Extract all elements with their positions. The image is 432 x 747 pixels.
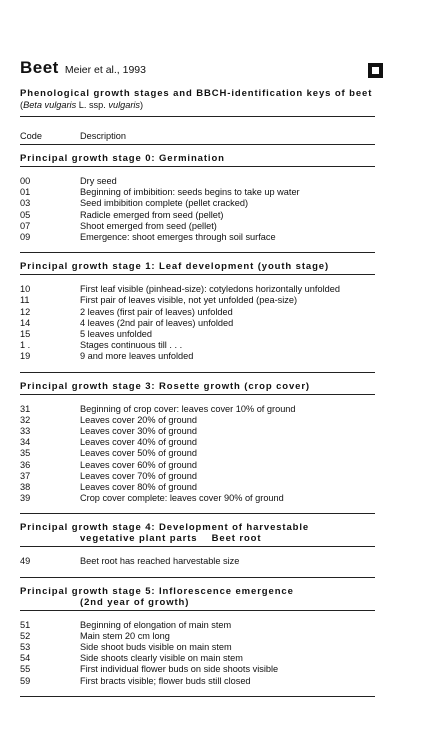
table-row bbox=[20, 437, 375, 448]
table-row bbox=[20, 318, 375, 329]
stage-code: 07 bbox=[20, 220, 31, 231]
section-title-line1: Principal growth stage 1: Leaf development (youth stage) bbox=[20, 261, 330, 273]
table-row bbox=[20, 340, 375, 351]
table-row bbox=[20, 664, 375, 675]
table-row bbox=[20, 493, 375, 504]
stage-code: 14 bbox=[20, 317, 31, 328]
section-title bbox=[20, 153, 375, 167]
latin-ssp: vulgaris bbox=[108, 100, 141, 110]
stage-description: Leaves cover 20% of ground bbox=[80, 414, 197, 425]
stage-code: 36 bbox=[20, 459, 31, 470]
section-title-line2: (2nd year of growth) bbox=[80, 596, 190, 608]
stage-description: Leaves cover 50% of ground bbox=[80, 448, 197, 459]
stage-code: 09 bbox=[20, 232, 31, 243]
stage-code: 38 bbox=[20, 482, 31, 493]
author-citation: Meier et al., 1993 bbox=[64, 64, 146, 76]
stage-section bbox=[20, 261, 375, 372]
stage-description: Crop cover complete: leaves cover 90% of ground bbox=[80, 493, 284, 504]
stage-description: First individual flower buds on side shoots visible bbox=[80, 664, 279, 675]
table-row bbox=[20, 198, 375, 209]
table-row bbox=[20, 426, 375, 437]
section-title-line1: Principal growth stage 4: Development of harvestable bbox=[20, 522, 310, 534]
stage-code: 03 bbox=[20, 198, 31, 209]
stage-code: 52 bbox=[20, 630, 31, 641]
section-divider bbox=[20, 513, 375, 514]
stage-code: 34 bbox=[20, 437, 31, 448]
table-row bbox=[20, 295, 375, 306]
stage-code: 39 bbox=[20, 493, 31, 504]
stage-description: Leaves cover 70% of ground bbox=[80, 470, 197, 481]
table-row bbox=[20, 284, 375, 295]
stage-description: Side shoots clearly visible on main stem bbox=[80, 653, 243, 664]
stage-description: Beginning of crop cover: leaves cover 10% of ground bbox=[80, 403, 296, 414]
stage-code: 31 bbox=[20, 403, 31, 414]
section-divider bbox=[20, 696, 375, 697]
document-subtitle: Phenological growth stages and BBCH-identification keys of beet bbox=[20, 88, 373, 99]
table-row bbox=[20, 482, 375, 493]
stage-code: 51 bbox=[20, 619, 31, 630]
stage-description: Seed imbibition complete (pellet cracked) bbox=[80, 198, 249, 209]
stage-description: 4 leaves (2nd pair of leaves) unfolded bbox=[80, 317, 234, 328]
description-column-header: Description bbox=[80, 131, 126, 141]
stage-code: 49 bbox=[20, 556, 31, 567]
section-title-line2: vegetative plant parts Beet root bbox=[80, 533, 262, 545]
stage-description: 5 leaves unfolded bbox=[80, 329, 153, 340]
table-row bbox=[20, 676, 375, 687]
stage-description: Leaves cover 80% of ground bbox=[80, 482, 197, 493]
stage-description: Leaves cover 30% of ground bbox=[80, 426, 197, 437]
stage-description: First pair of leaves visible, not yet unfolded (pea-size) bbox=[80, 295, 298, 306]
stage-code: 54 bbox=[20, 653, 31, 664]
stage-code: 19 bbox=[20, 351, 31, 362]
stage-section bbox=[20, 381, 375, 515]
stage-code: 05 bbox=[20, 209, 31, 220]
table-row bbox=[20, 210, 375, 221]
stage-description: First leaf visible (pinhead-size): cotyledons horizontally unfolded bbox=[80, 284, 340, 295]
header bbox=[20, 58, 375, 78]
section-title bbox=[20, 261, 375, 275]
section-divider bbox=[20, 577, 375, 578]
table-row bbox=[20, 351, 375, 362]
section-title-line1: Principal growth stage 3: Rosette growth (crop cover) bbox=[20, 380, 310, 392]
stage-description: Stages continuous till . . . bbox=[80, 340, 183, 351]
table-row bbox=[20, 653, 375, 664]
section-divider bbox=[20, 252, 375, 253]
stage-code: 55 bbox=[20, 664, 31, 675]
code-column-header: Code bbox=[20, 131, 42, 141]
stage-code: 35 bbox=[20, 448, 31, 459]
stage-description: Leaves cover 60% of ground bbox=[80, 459, 197, 470]
table-row bbox=[20, 187, 375, 198]
stage-code: 15 bbox=[20, 329, 31, 340]
section-title bbox=[20, 586, 375, 611]
stage-code: 59 bbox=[20, 675, 31, 686]
paren-open: ( bbox=[20, 100, 24, 110]
stage-code: 53 bbox=[20, 642, 31, 653]
stage-code: 37 bbox=[20, 470, 31, 481]
table-row bbox=[20, 307, 375, 318]
section-title bbox=[20, 381, 375, 395]
stage-description: Beet root has reached harvestable size bbox=[80, 556, 240, 567]
stage-description: Beginning of elongation of main stem bbox=[80, 619, 232, 630]
stage-description: Dry seed bbox=[80, 176, 117, 186]
stage-code: 12 bbox=[20, 306, 31, 317]
section-divider bbox=[20, 372, 375, 373]
stage-description: 9 and more leaves unfolded bbox=[80, 351, 194, 362]
paren-close: ) bbox=[140, 100, 144, 110]
latin-genus-species: Beta vulgaris bbox=[23, 100, 77, 110]
table-row bbox=[20, 221, 375, 232]
table-row bbox=[20, 404, 375, 415]
stage-description: 2 leaves (first pair of leaves) unfolded bbox=[80, 306, 233, 317]
stage-description: Beginning of imbibition: seeds begins to take up water bbox=[80, 187, 300, 198]
latin-name bbox=[20, 100, 375, 110]
table-row bbox=[20, 631, 375, 642]
stage-code: 10 bbox=[20, 284, 31, 295]
table-row bbox=[20, 176, 375, 187]
stage-description: Leaves cover 40% of ground bbox=[80, 437, 197, 448]
table-row bbox=[20, 471, 375, 482]
latin-rest: L. ssp. bbox=[76, 100, 109, 110]
table-row bbox=[20, 329, 375, 340]
table-row bbox=[20, 448, 375, 459]
stage-code: 32 bbox=[20, 414, 31, 425]
stage-description: Radicle emerged from seed (pellet) bbox=[80, 209, 224, 220]
stage-section bbox=[20, 586, 375, 697]
document-page bbox=[20, 58, 375, 697]
table-row bbox=[20, 460, 375, 471]
table-row bbox=[20, 415, 375, 426]
stage-code: 1 . bbox=[20, 340, 31, 351]
stage-description: Main stem 20 cm long bbox=[80, 630, 170, 641]
crop-title: Beet bbox=[20, 58, 59, 77]
stage-description: Emergence: shoot emerges through soil surface bbox=[80, 232, 276, 243]
stage-section bbox=[20, 153, 375, 253]
column-header bbox=[20, 116, 375, 145]
stage-code: 01 bbox=[20, 187, 31, 198]
table-row bbox=[20, 556, 375, 567]
stage-description: Shoot emerged from seed (pellet) bbox=[80, 220, 217, 231]
stage-code: 00 bbox=[20, 176, 31, 186]
stage-sections bbox=[20, 153, 375, 697]
section-title-line1: Principal growth stage 5: Inflorescence emergence bbox=[20, 585, 294, 597]
stage-description: First bracts visible; flower buds still closed bbox=[80, 675, 251, 686]
table-row bbox=[20, 620, 375, 631]
table-row bbox=[20, 642, 375, 653]
stage-code: 33 bbox=[20, 426, 31, 437]
table-row bbox=[20, 232, 375, 243]
stage-code: 11 bbox=[20, 295, 30, 306]
section-title-line1: Principal growth stage 0: Germination bbox=[20, 153, 225, 164]
stage-section bbox=[20, 522, 375, 577]
stage-description: Side shoot buds visible on main stem bbox=[80, 642, 232, 653]
section-title bbox=[20, 522, 375, 547]
